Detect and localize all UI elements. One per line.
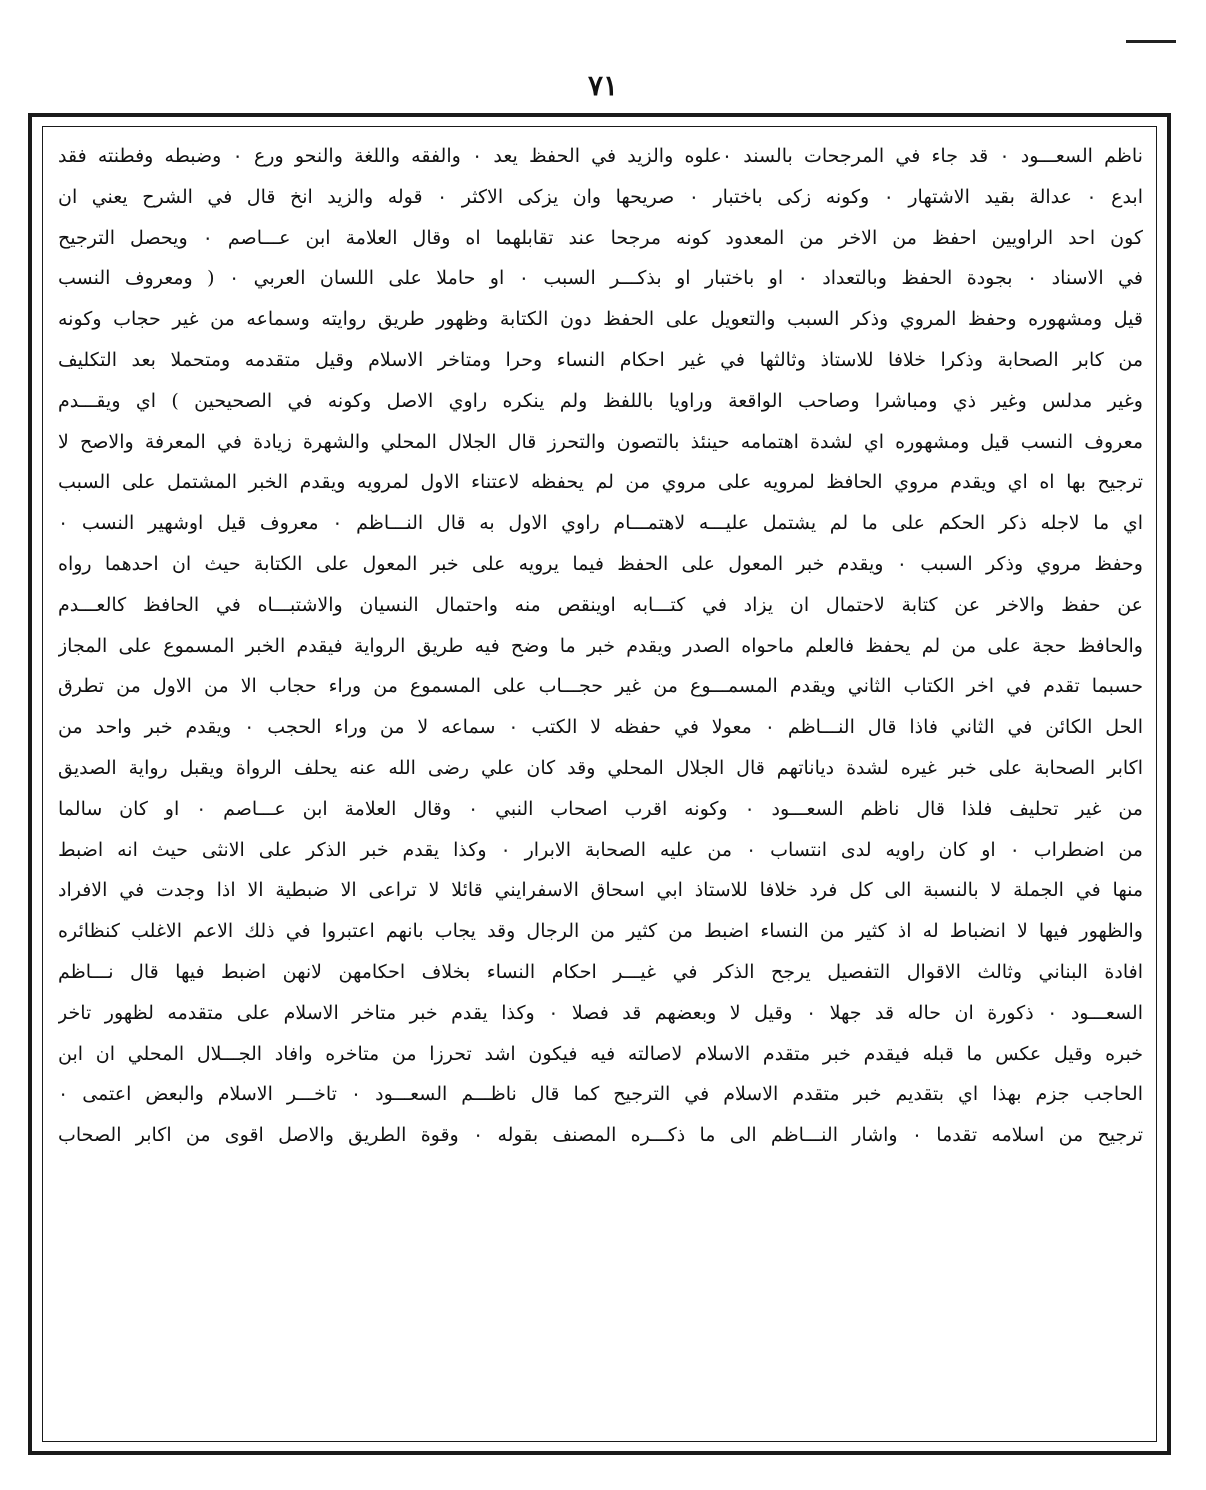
text-line: والظهور فيها لا انضباط له اذ كثير من النساء اضبط من كثير من الرجال وقد يجاب بانهم اعتبروا في ذلك الاعم الاغلب كنظائره	[58, 920, 1143, 943]
text-line: في الاسناد ٠ بجودة الحفظ وبالتعداد ٠ او باختبار او بذكـــر السبب ٠ او حاملا على اللسان العربي ٠ ( ومعروف النسب	[58, 267, 1143, 290]
text-line: ابدع ٠ عدالة بقيد الاشتهار ٠ وكونه زكى باختبار ٠ صريحها وان يزكى الاكثر ٠ قوله والزيد انخ قال في الشرح يعني ان	[58, 185, 1143, 208]
text-line: قيل ومشهوره وحفظ المروي وذكر السبب والتعويل على الحفظ دون الكتابة وظهور طريق روايته وسماعه من غير حجاب وكونه	[58, 308, 1143, 331]
text-line: ناظم السعـــود ٠ قد جاء في المرجحات بالسند ٠علوه والزيد في الحفظ يعد ٠ والفقه واللغة والنحو ورع ٠ وضبطه وفطنته فقد	[58, 145, 1143, 167]
text-line: منها في الجملة لا بالنسبة الى كل فرد خلافا للاستاذ ابي اسحاق الاسفرايني قائلا لا تراعى الا ضبطية الا اذا وجدت في الافراد	[58, 879, 1143, 902]
text-line: ترجيح من اسلامه تقدما ٠ واشار النـــاظم الى ما ذكـــره المصنف بقوله ٠ وقوة الطريق والاصل اقوى من اكابر الصحاب	[58, 1124, 1143, 1147]
text-line: حسبما تقدم في اخر الكتاب الثاني ويقدم المسمـــوع من غير حجـــاب على المسموع من وراء حجاب الا من الاول من تطرق	[58, 675, 1143, 698]
text-line: والحافظ حجة على من لم يحفظ فالعلم ماحواه الصدر ويقدم خبر ما وضح فيه طريق الرواية فيقدم الخبر المسموع على المجاز	[58, 634, 1143, 657]
text-line: كون احد الراويين احفظ من الاخر من المعدود كونه مرجحا عند تقابلهما اه وقال العلامة ابن عـــاصم ٠ ويحصل الترجيح	[58, 226, 1143, 249]
text-line: خبره وقيل عكس ما قبله فيقدم خبر متقدم الاسلام لاصالته فيه فيكون اشد تحرزا من متاخره وافاد الجـــلال المحلي ان ابن	[58, 1042, 1143, 1065]
text-line: السعـــود ٠ ذكورة ان حاله قد جهلا ٠ وقيل لا وبعضهم قد فصلا ٠ وكذا يقدم خبر متاخر الاسلام على متقدمه لظهور تاخر	[58, 1001, 1143, 1024]
text-line: من اضطراب ٠ او كان راويه لدى انتساب ٠ من عليه الصحابة الابرار ٠ وكذا يقدم خبر الذكر على الانثى حيث انه اضبط	[58, 838, 1143, 861]
text-line: الحل الكائن في الثاني فاذا قال النـــاظم ٠ معولا في حفظه لا الكتب ٠ سماعه لا من وراء الحجب ٠ ويقدم خبر واحد من	[58, 716, 1143, 739]
text-line: معروف النسب قيل ومشهوره اي لشدة اهتمامه حينئذ بالتصون والتحرز قال الجلال المحلي والشهرة زيادة في المعرفة والاصح لا	[58, 430, 1143, 453]
page-body-text	[58, 136, 1143, 1156]
page-number: ٧١	[587, 69, 619, 102]
text-line: عن حفظ والاخر عن كتابة لاحتمال ان يزاد في كتـــابه اوينقص منه واحتمال النسيان والاشتبـــاه في الحافظ كالعـــدم	[58, 593, 1143, 616]
text-line: الحاجب جزم بهذا اي بتقديم خبر متقدم الاسلام في الترجيح كما قال ناظـــم السعـــود ٠ تاخـــر الاسلام والبعض اعتمى ٠	[58, 1083, 1143, 1106]
page-corner-rule	[1126, 40, 1176, 43]
text-line: من كابر الصحابة وذكرا خلافا للاستاذ وثالثها في غير احكام النساء وحرا ومتاخر الاسلام وقيل متقدمه ومتحملا بعد التكليف	[58, 348, 1143, 371]
text-line: ترجيح بها اه اي ويقدم مروي الحافظ لمرويه على مروي من لم يحفظه لاعتناء الاول لمرويه ويقدم الخبر المشتمل على السبب	[58, 471, 1143, 494]
text-line: اي ما لاجله ذكر الحكم على ما لم يشتمل عليـــه لاهتمـــام راوي الاول به قال النـــاظم ٠ معروف قيل اوشهير النسب ٠	[58, 512, 1143, 535]
text-line: وغير مدلس وغير ذي ومباشرا وصاحب الواقعة وراويا باللفظ ولم ينكره راوي الاصل وكونه في الصحيحين ) اي ويقـــدم	[58, 389, 1143, 412]
text-line: وحفظ مروي وذكر السبب ٠ ويقدم خبر المعول على الحفظ فيما يرويه على خبر المعول على الكتابة حيث ان احدهما رواه	[58, 552, 1143, 575]
text-line: افادة البناني وثالث الاقوال التفصيل يرجح الذكر في غيـــر احكام النساء بخلاف احكامهن لانهن اضبط فيها قال نـــاظم	[58, 960, 1143, 983]
text-line: من غير تحليف فلذا قال ناظم السعـــود ٠ وكونه اقرب اصحاب النبي ٠ وقال العلامة ابن عـــاصم ٠ او كان سالما	[58, 797, 1143, 820]
text-line: اكابر الصحابة على خبر غيره لشدة دياناتهم قال الجلال المحلي وقد كان علي رضى الله عنه يحلف الرواة ويقبل رواية الصديق	[58, 756, 1143, 779]
